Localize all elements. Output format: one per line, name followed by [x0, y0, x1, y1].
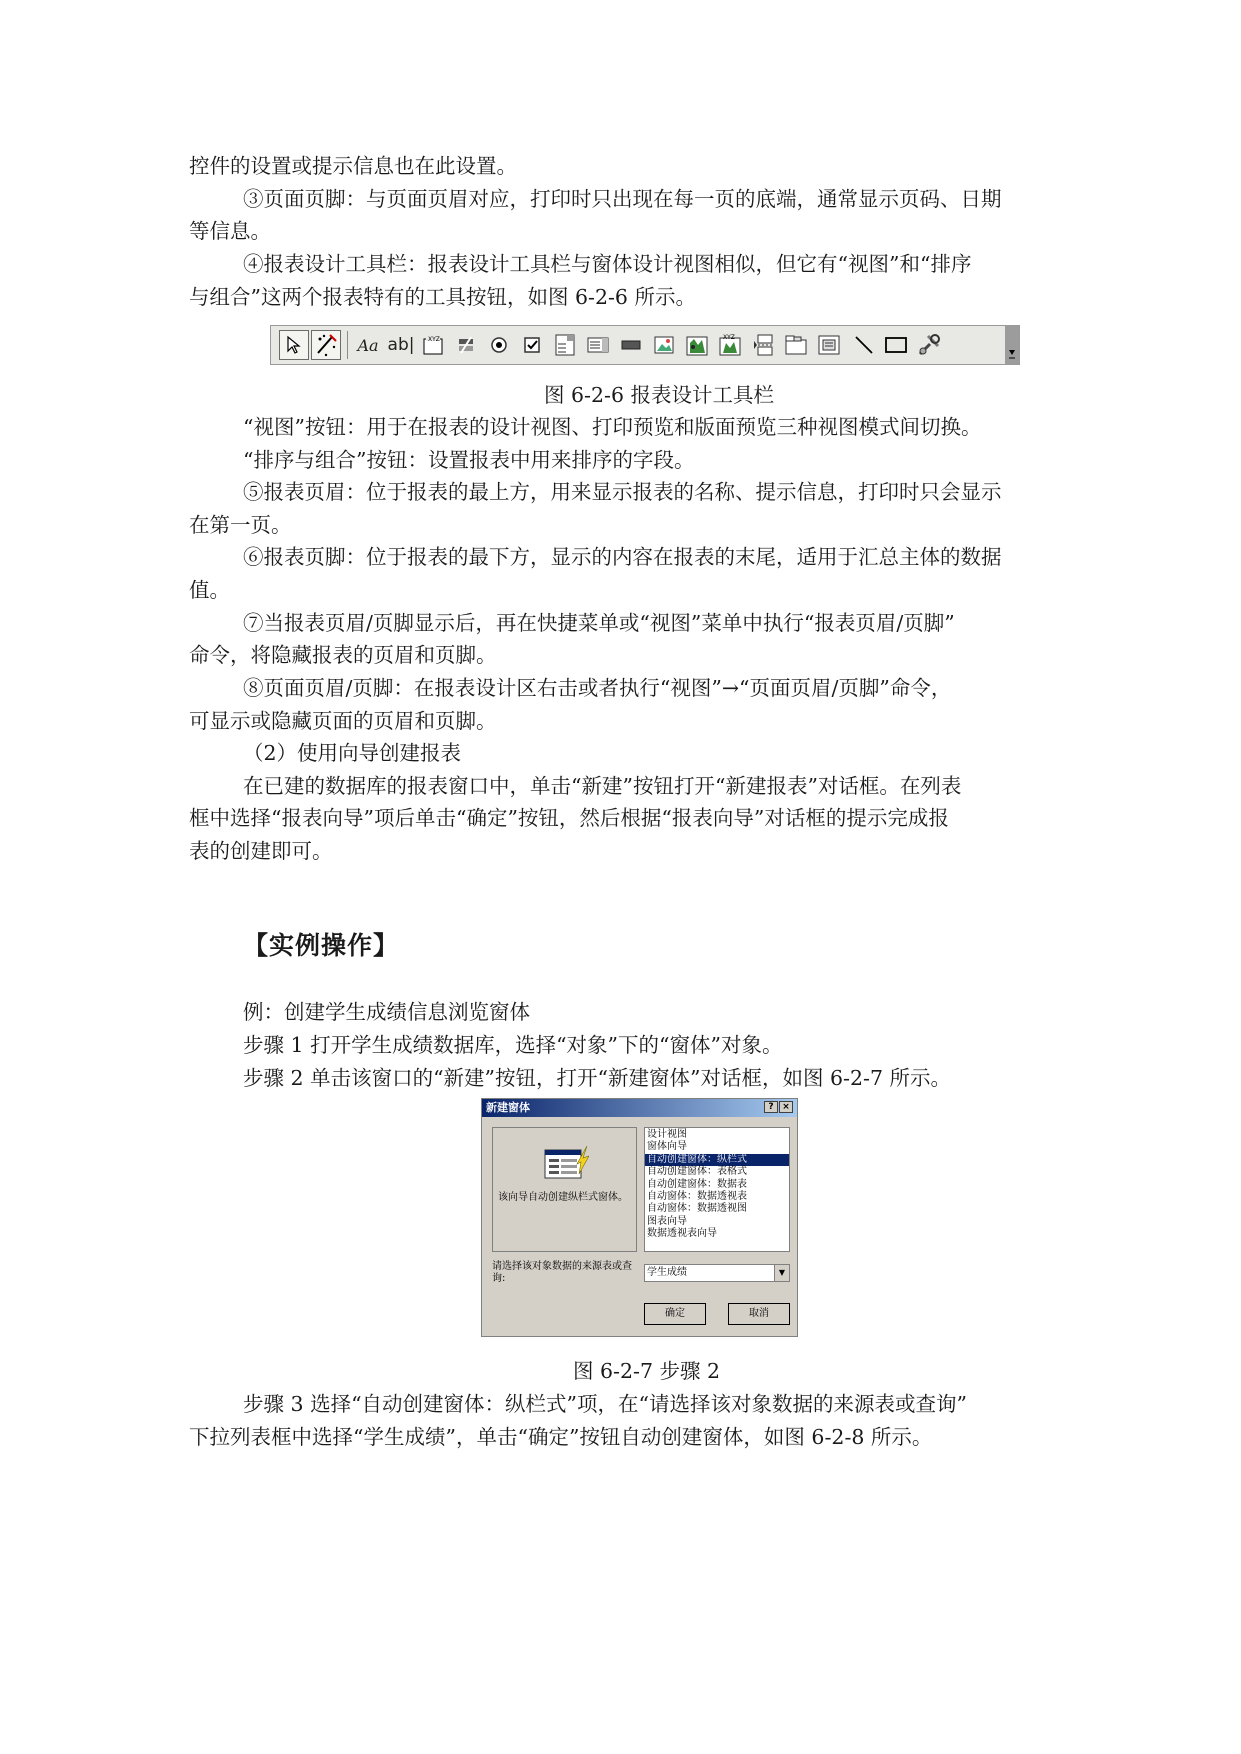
list-item[interactable]: 图表向导 [647, 1215, 687, 1227]
paragraph-line: ④报表设计工具栏：报表设计工具栏与窗体设计视图相似，但它有“视图”和“排序 [243, 252, 972, 276]
combo-box-icon[interactable] [550, 330, 580, 360]
paragraph-line: 步骤 3 选择“自动创建窗体：纵栏式”项，在“请选择该对象数据的来源表或查询” [243, 1392, 967, 1416]
dialog-title: 新建窗体 [482, 1099, 797, 1117]
wizard-preview-panel [492, 1127, 637, 1252]
list-item[interactable]: 自动窗体：数据透视表 [647, 1191, 747, 1203]
paragraph-line: “视图”按钮：用于在报表的设计视图、打印预览和版面预览三种视图模式间切换。 [243, 415, 982, 439]
paragraph-line: ⑧页面页眉/页脚：在报表设计区右击或者执行“视图”→“页面页眉/页脚”命令， [243, 676, 952, 700]
svg-text:XYZ: XYZ [428, 336, 440, 343]
command-button-icon[interactable] [616, 330, 646, 360]
paragraph-line: 在已建的数据库的报表窗口中，单击“新建”按钮打开“新建报表”对话框。在列表 [243, 774, 962, 798]
paragraph-line: ⑥报表页脚：位于报表的最下方，显示的内容在报表的末尾，适用于汇总主体的数据 [243, 545, 1002, 569]
list-item[interactable]: 窗体向导 [647, 1141, 687, 1153]
tab-control-icon[interactable] [781, 330, 811, 360]
source-label: 请选择该对象数据的来源表或查询: [492, 1261, 632, 1284]
source-value: 学生成绩 [647, 1267, 687, 1278]
rectangle-icon[interactable] [881, 330, 911, 360]
check-box-icon[interactable] [517, 330, 547, 360]
line-icon[interactable] [849, 330, 879, 360]
paragraph-line: 控件的设置或提示信息也在此设置。 [189, 154, 517, 178]
paragraph-line: 下拉列表框中选择“学生成绩”，单击“确定”按钮自动创建窗体，如图 6-2-8 所示。 [189, 1425, 933, 1449]
form-type-listbox[interactable] [644, 1127, 790, 1252]
unbound-object-frame-icon[interactable] [682, 330, 712, 360]
select-objects-icon[interactable] [279, 330, 309, 360]
list-item[interactable]: 设计视图 [647, 1129, 687, 1140]
paragraph-line: 命令，将隐藏报表的页眉和页脚。 [189, 643, 497, 667]
paragraph-line: 值。 [189, 578, 230, 602]
section-heading: 【实例操作】 [243, 931, 400, 960]
paragraph-line: ⑤报表页眉：位于报表的最上方，用来显示报表的名称、提示信息，打印时只会显示 [243, 480, 1002, 504]
paragraph-line: “排序与组合”按钮：设置报表中用来排序的字段。 [243, 448, 695, 472]
list-item[interactable]: 数据透视表向导 [647, 1228, 717, 1240]
paragraph-line: 框中选择“报表向导”项后单击“确定”按钮，然后根据“报表向导”对话框的提示完成报 [189, 806, 949, 830]
ok-button[interactable]: 确定 [644, 1303, 706, 1325]
list-item[interactable]: 自动窗体：数据透视图 [647, 1203, 747, 1215]
bound-object-frame-icon[interactable] [715, 330, 745, 360]
help-button[interactable]: ? [764, 1101, 778, 1113]
option-group-icon[interactable] [418, 330, 448, 360]
source-select[interactable] [644, 1264, 790, 1282]
text-box-icon[interactable]: ab| [387, 335, 415, 355]
more-controls-icon[interactable] [914, 330, 944, 360]
close-button[interactable]: × [779, 1101, 793, 1113]
paragraph-line: 可显示或隐藏页面的页眉和页脚。 [189, 709, 497, 733]
new-form-dialog [481, 1098, 798, 1337]
toolbar-overflow-chevron-icon[interactable] [1005, 326, 1019, 364]
svg-text:XYZ: XYZ [723, 334, 735, 341]
list-item-selected[interactable]: 自动创建窗体：纵栏式 [645, 1154, 789, 1166]
subform-icon[interactable] [814, 330, 844, 360]
control-wizards-icon[interactable] [311, 330, 341, 360]
report-design-toolbar [270, 325, 1020, 365]
paragraph-line: 与组合”这两个报表特有的工具按钮，如图 6-2-6 所示。 [189, 285, 696, 309]
paragraph-line: 等信息。 [189, 219, 271, 243]
figure-caption: 图 6-2-7 步骤 2 [573, 1359, 721, 1383]
paragraph-line: ③页面页脚：与页面页眉对应，打印时只出现在每一页的底端，通常显示页码、日期 [243, 187, 1002, 211]
paragraph-line: 例：创建学生成绩信息浏览窗体 [243, 1000, 530, 1024]
paragraph-line: 表的创建即可。 [189, 839, 333, 863]
list-box-icon[interactable] [583, 330, 613, 360]
columnar-form-icon [543, 1144, 589, 1180]
list-item[interactable]: 自动创建窗体：数据表 [647, 1178, 747, 1190]
option-button-icon[interactable] [484, 330, 514, 360]
paragraph-line: ⑦当报表页眉/页脚显示后，再在快捷菜单或“视图”菜单中执行“报表页眉/页脚” [243, 611, 955, 635]
paragraph-line: （2）使用向导创建报表 [243, 741, 462, 765]
wizard-description: 该向导自动创建纵栏式窗体。 [498, 1192, 628, 1203]
label-icon[interactable]: Aa [357, 335, 379, 355]
list-item[interactable]: 自动创建窗体：表格式 [647, 1166, 747, 1178]
toolbar-separator [347, 331, 348, 359]
toggle-button-icon[interactable] [451, 330, 481, 360]
paragraph-line: 步骤 2 单击该窗口的“新建”按钮，打开“新建窗体”对话框，如图 6-2-7 所示。 [243, 1066, 952, 1090]
figure-caption: 图 6-2-6 报表设计工具栏 [544, 383, 775, 407]
page-break-icon[interactable] [748, 330, 778, 360]
paragraph-line: 步骤 1 打开学生成绩数据库，选择“对象”下的“窗体”对象。 [243, 1033, 783, 1057]
chevron-down-icon[interactable]: ▼ [774, 1265, 789, 1281]
paragraph-line: 在第一页。 [189, 513, 292, 537]
cancel-button[interactable]: 取消 [728, 1303, 790, 1325]
image-icon[interactable] [649, 330, 679, 360]
